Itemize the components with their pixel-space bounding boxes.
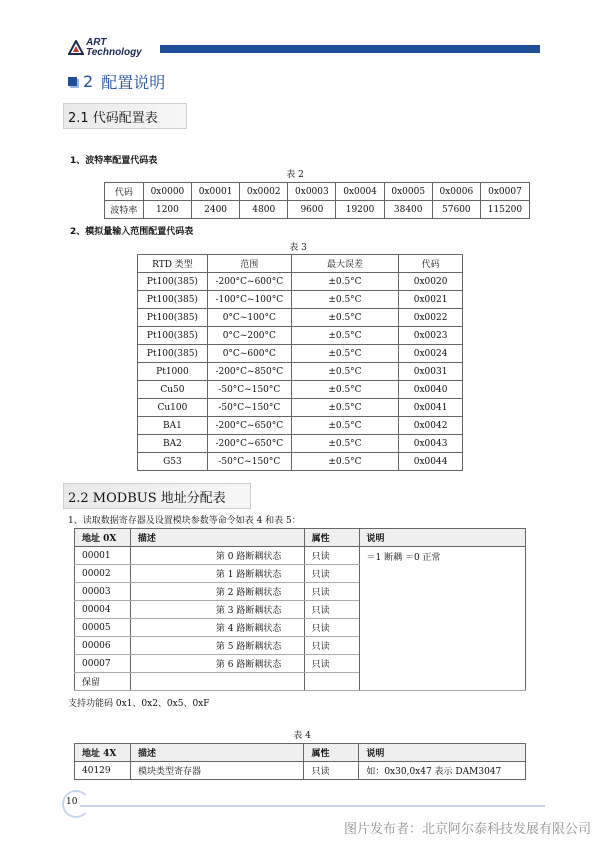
table-row bbox=[138, 327, 463, 345]
table-cell: 0x0020 bbox=[399, 273, 463, 291]
table-cell: 9600 bbox=[288, 201, 336, 219]
table-cell: 第 6 路断耦状态 bbox=[130, 655, 304, 673]
table-header-cell: 地址 4X bbox=[75, 744, 131, 762]
table-cell: 0°C~100°C bbox=[207, 309, 291, 327]
table-cell: -50°C~150°C bbox=[207, 453, 291, 471]
table-header-row bbox=[75, 529, 526, 547]
table-cell: -50°C~150°C bbox=[207, 399, 291, 417]
table-cell: Pt100(385) bbox=[138, 327, 208, 345]
table-header-cell: 描述 bbox=[130, 529, 304, 547]
logo-text bbox=[86, 38, 142, 58]
table-cell: ±0.5°C bbox=[291, 327, 398, 345]
section-title-text: 配置说明 bbox=[101, 72, 166, 92]
table-cell: 只读 bbox=[304, 601, 359, 619]
table-row bbox=[138, 309, 463, 327]
table-cell: -200°C~650°C bbox=[207, 435, 291, 453]
table-cell: 只读 bbox=[304, 547, 359, 565]
table-cell: 0x0044 bbox=[399, 453, 463, 471]
table-cell: -50°C~150°C bbox=[207, 381, 291, 399]
input-range-heading: 2、模拟量输入范围配置代码表 bbox=[70, 227, 194, 237]
table-2-caption: 表 2 bbox=[286, 170, 304, 180]
table-cell: Cu50 bbox=[138, 381, 208, 399]
logo-line-1: ART bbox=[86, 37, 107, 48]
table-cell: ±0.5°C bbox=[291, 309, 398, 327]
table-cell: 波特率 bbox=[105, 201, 144, 219]
table-cell: ±0.5°C bbox=[291, 291, 398, 309]
table-cell: ±0.5°C bbox=[291, 363, 398, 381]
table-header-cell: 地址 0X bbox=[75, 529, 131, 547]
table-cell: 0x0023 bbox=[399, 327, 463, 345]
table-cell: Pt100(385) bbox=[138, 291, 208, 309]
table-row bbox=[138, 381, 463, 399]
image-credit: 图片发布者：北京阿尔泰科技发展有限公司 bbox=[343, 822, 591, 837]
table-cell: 代码 bbox=[105, 183, 144, 201]
input-range-table bbox=[137, 254, 463, 471]
table-cell: 0x0024 bbox=[399, 345, 463, 363]
table-row bbox=[138, 453, 463, 471]
table-cell: 只读 bbox=[304, 583, 359, 601]
table-cell: 0x0022 bbox=[399, 309, 463, 327]
table-3-caption: 表 3 bbox=[289, 243, 307, 253]
coil-address-table bbox=[74, 528, 526, 691]
table-row bbox=[75, 547, 526, 565]
footer-rule bbox=[80, 805, 545, 807]
page-number: 10 bbox=[66, 797, 78, 807]
table-cell: BA1 bbox=[138, 417, 208, 435]
table-cell: 只读 bbox=[304, 637, 359, 655]
table-cell: 模块类型寄存器 bbox=[130, 762, 304, 780]
table-cell: 0x0003 bbox=[288, 183, 336, 201]
table-cell: G53 bbox=[138, 453, 208, 471]
company-logo bbox=[68, 38, 160, 60]
table-cell: 0x0005 bbox=[384, 183, 432, 201]
table-cell: 0x0002 bbox=[240, 183, 288, 201]
table-cell: -200°C~850°C bbox=[207, 363, 291, 381]
table-cell: 00004 bbox=[75, 601, 131, 619]
table-cell: 保留 bbox=[75, 673, 131, 691]
table-cell: 第 5 路断耦状态 bbox=[130, 637, 304, 655]
table-cell: Pt100(385) bbox=[138, 273, 208, 291]
table-4-caption: 表 4 bbox=[293, 731, 311, 741]
table-row bbox=[138, 291, 463, 309]
table-cell: 0x0041 bbox=[399, 399, 463, 417]
table-row bbox=[105, 183, 530, 201]
table-cell: 0x0043 bbox=[399, 435, 463, 453]
table-header-cell: 说明 bbox=[359, 529, 526, 547]
table-cell: -100°C~100°C bbox=[207, 291, 291, 309]
table-cell: ±0.5°C bbox=[291, 453, 398, 471]
table-cell: ±0.5°C bbox=[291, 435, 398, 453]
table-cell: ±0.5°C bbox=[291, 417, 398, 435]
table-cell: 0x0021 bbox=[399, 291, 463, 309]
table-cell: 0x0031 bbox=[399, 363, 463, 381]
table-cell: 只读 bbox=[304, 565, 359, 583]
section-number: 2 bbox=[83, 71, 94, 91]
table-row bbox=[138, 363, 463, 381]
table-cell: 00006 bbox=[75, 637, 131, 655]
table-cell: 2400 bbox=[192, 201, 240, 219]
modbus-intro-text: 1、读取数据寄存器及设置模块参数等命令如表 4 和表 5： bbox=[68, 516, 301, 526]
table-cell: 0x0042 bbox=[399, 417, 463, 435]
table-row bbox=[138, 399, 463, 417]
table-cell: Pt1000 bbox=[138, 363, 208, 381]
table-header-cell: 说明 bbox=[359, 744, 526, 762]
table-cell: ±0.5°C bbox=[291, 345, 398, 363]
table-cell: -200°C~650°C bbox=[207, 417, 291, 435]
table-cell: 1200 bbox=[143, 201, 191, 219]
table-cell: 00002 bbox=[75, 565, 131, 583]
table-cell bbox=[130, 673, 304, 691]
section-bullet-icon bbox=[68, 77, 77, 86]
table-header-row bbox=[75, 744, 526, 762]
table-row bbox=[138, 273, 463, 291]
table-cell: 00007 bbox=[75, 655, 131, 673]
table-cell: 只读 bbox=[304, 619, 359, 637]
table-cell: 0x0000 bbox=[143, 183, 191, 201]
table-cell: 只读 bbox=[304, 762, 359, 780]
table-header-cell: 最大误差 bbox=[291, 255, 398, 273]
table-row bbox=[138, 435, 463, 453]
holding-register-table bbox=[74, 743, 526, 780]
table-cell: BA2 bbox=[138, 435, 208, 453]
table-header-cell: 代码 bbox=[399, 255, 463, 273]
table-cell: 第 4 路断耦状态 bbox=[130, 619, 304, 637]
logo-line-2: Technology bbox=[86, 47, 142, 58]
subsection-title-2-1: 2.1 代码配置表 bbox=[63, 103, 187, 129]
table-cell: 0x0007 bbox=[480, 183, 529, 201]
table-cell: 0x0040 bbox=[399, 381, 463, 399]
table-cell: 115200 bbox=[480, 201, 529, 219]
table-cell: -200°C~600°C bbox=[207, 273, 291, 291]
baud-rate-table bbox=[104, 182, 530, 219]
table-header-cell: 属性 bbox=[304, 529, 359, 547]
table-cell: Cu100 bbox=[138, 399, 208, 417]
table-cell: 0x0006 bbox=[432, 183, 480, 201]
table-header-cell: RTD 类型 bbox=[138, 255, 208, 273]
function-codes-text: 支持功能码 0x1、0x2、0x5、0xF bbox=[68, 699, 210, 709]
table-cell: 第 1 路断耦状态 bbox=[130, 565, 304, 583]
table-header-cell: 属性 bbox=[304, 744, 359, 762]
art-logo-icon bbox=[68, 40, 84, 56]
table-cell: 如：0x30,0x47 表示 DAM3047 bbox=[359, 762, 526, 780]
table-row bbox=[138, 345, 463, 363]
table-cell: 38400 bbox=[384, 201, 432, 219]
table-cell: 4800 bbox=[240, 201, 288, 219]
header-bar bbox=[160, 45, 540, 53]
table-cell bbox=[304, 673, 359, 691]
table-row bbox=[138, 417, 463, 435]
table-cell: 0°C~600°C bbox=[207, 345, 291, 363]
table-cell: 只读 bbox=[304, 655, 359, 673]
table-cell: 0x0004 bbox=[336, 183, 384, 201]
table-cell: 00005 bbox=[75, 619, 131, 637]
table-cell: 00003 bbox=[75, 583, 131, 601]
table-cell: 57600 bbox=[432, 201, 480, 219]
note-cell: ＝1 断耦 ＝0 正常 bbox=[359, 547, 526, 691]
table-cell: 第 2 路断耦状态 bbox=[130, 583, 304, 601]
table-cell: 0°C~200°C bbox=[207, 327, 291, 345]
table-cell: Pt100(385) bbox=[138, 309, 208, 327]
baud-rate-heading: 1、波特率配置代码表 bbox=[70, 156, 158, 166]
table-row bbox=[75, 762, 526, 780]
table-cell: 00001 bbox=[75, 547, 131, 565]
section-title bbox=[68, 70, 165, 92]
table-header-row bbox=[138, 255, 463, 273]
table-header-cell: 范围 bbox=[207, 255, 291, 273]
table-cell: 第 3 路断耦状态 bbox=[130, 601, 304, 619]
table-row bbox=[105, 201, 530, 219]
table-header-cell: 描述 bbox=[130, 744, 304, 762]
table-cell: 第 0 路断耦状态 bbox=[130, 547, 304, 565]
table-cell: Pt100(385) bbox=[138, 345, 208, 363]
table-cell: ±0.5°C bbox=[291, 399, 398, 417]
table-cell: 19200 bbox=[336, 201, 384, 219]
table-cell: 0x0001 bbox=[192, 183, 240, 201]
table-cell: ±0.5°C bbox=[291, 273, 398, 291]
table-cell: ±0.5°C bbox=[291, 381, 398, 399]
subsection-title-2-2: 2.2 MODBUS 地址分配表 bbox=[63, 483, 251, 509]
table-cell: 40129 bbox=[75, 762, 131, 780]
